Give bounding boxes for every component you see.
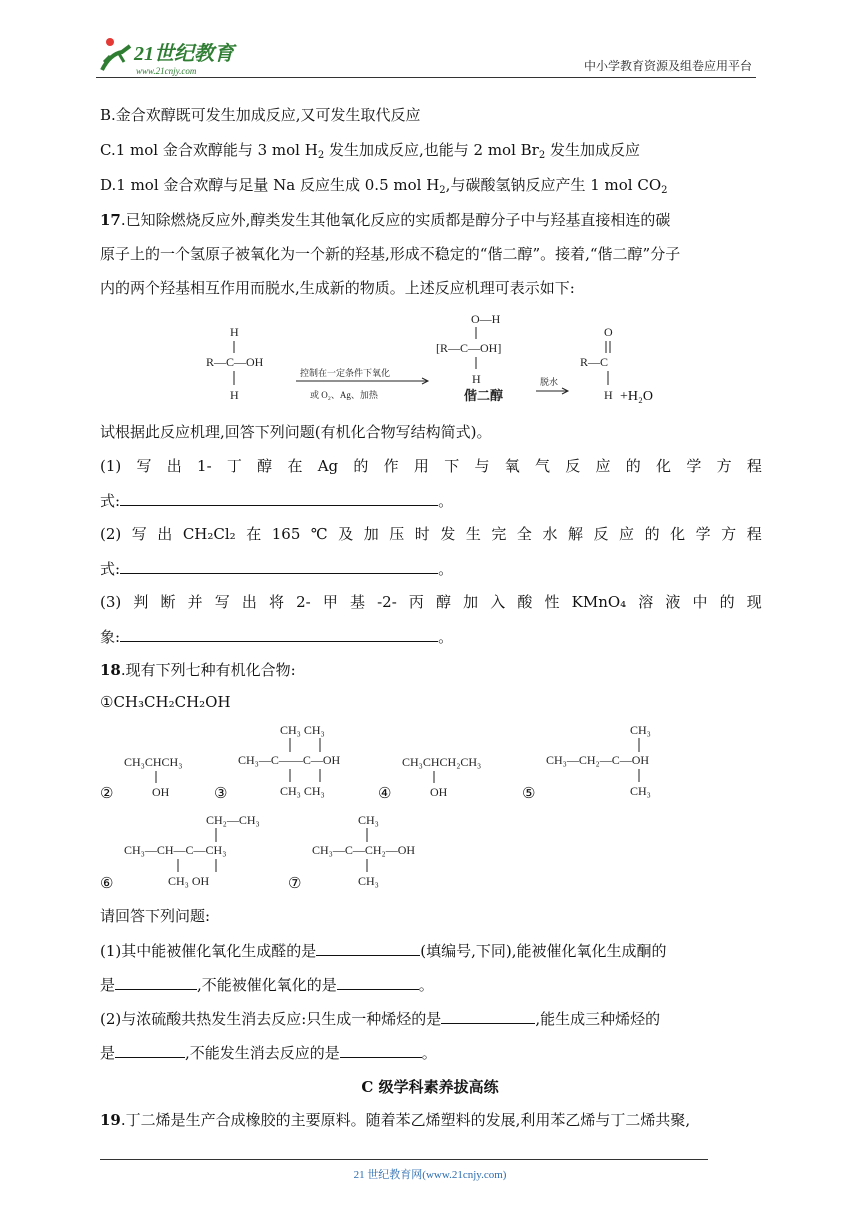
word: 基 bbox=[349, 593, 365, 611]
word: 2- bbox=[296, 593, 311, 611]
word: 加 bbox=[363, 525, 379, 543]
label-compound-2: ② bbox=[100, 784, 114, 802]
q17-instruction: 试根据此反应机理,回答下列问题(有机化合物写结构简式)。 bbox=[100, 423, 492, 441]
site-logo bbox=[96, 32, 266, 78]
word: 并 bbox=[187, 593, 203, 611]
svg-text:OH: OH bbox=[430, 785, 448, 799]
word: (2) bbox=[100, 525, 122, 543]
word: 应 bbox=[595, 457, 611, 475]
svg-text:CH₃: CH₃ bbox=[630, 723, 651, 737]
word: 中 bbox=[692, 593, 708, 611]
q19-line-1: 19.丁二烯是生产合成橡胶的主要原料。随着苯乙烯塑料的发展,利用苯乙烯与丁二烯共聚, bbox=[100, 1111, 691, 1129]
answer-blank-aldehyde[interactable] bbox=[316, 940, 420, 956]
svg-text:H: H bbox=[472, 372, 481, 386]
svg-text:[R—C—OH]: [R—C—OH] bbox=[436, 341, 502, 355]
q18-part-2-line-2: 是 ,不能发生消去反应的是 。 bbox=[100, 1044, 437, 1062]
word: 应 bbox=[619, 525, 635, 543]
word: 出 bbox=[241, 593, 257, 611]
word: 的 bbox=[644, 525, 660, 543]
footer-text: 21 世纪教育网(www.21cnjy.com) bbox=[353, 1169, 507, 1181]
q17-part-1-line bbox=[100, 456, 762, 476]
section-heading: C 级学科素养拔高练 bbox=[361, 1078, 499, 1096]
word: 学 bbox=[686, 457, 702, 475]
answer-blank-no-elimination[interactable] bbox=[340, 1042, 422, 1058]
q16-option-b: B.金合欢醇既可发生加成反应,又可发生取代反应 bbox=[100, 106, 421, 124]
svg-text:R—C: R—C bbox=[580, 355, 609, 369]
water-product: +H₂O bbox=[620, 389, 653, 404]
word: CH₂Cl₂ bbox=[182, 525, 236, 543]
q17-part-2-line bbox=[100, 524, 762, 544]
word: 1- bbox=[197, 457, 212, 475]
word: 化 bbox=[656, 457, 672, 475]
logo-text: 21世纪教育 bbox=[134, 43, 234, 65]
answer-blank-no-oxidation[interactable] bbox=[337, 974, 419, 990]
svg-text:O: O bbox=[604, 325, 613, 339]
word: 入 bbox=[490, 593, 506, 611]
word: 液 bbox=[665, 593, 681, 611]
svg-text:CH₃CHCH₃: CH₃CHCH₃ bbox=[124, 755, 183, 769]
word: 醇 bbox=[436, 593, 452, 611]
svg-text:CH₃: CH₃ bbox=[630, 784, 651, 798]
label-compound-5: ⑤ bbox=[522, 784, 536, 802]
word: 甲 bbox=[322, 593, 338, 611]
word: 溶 bbox=[638, 593, 654, 611]
word: 化 bbox=[670, 525, 686, 543]
label-compound-6: ⑥ bbox=[100, 874, 114, 892]
answer-blank-ketone[interactable] bbox=[115, 974, 197, 990]
word: 作 bbox=[383, 457, 399, 475]
word: 判 bbox=[133, 593, 149, 611]
word: 气 bbox=[534, 457, 550, 475]
word: 与 bbox=[474, 457, 490, 475]
word: 反 bbox=[593, 525, 609, 543]
answer-blank-three-alkenes[interactable] bbox=[115, 1042, 185, 1058]
svg-text:CH₃—C—CH₂—OH: CH₃—C—CH₂—OH bbox=[312, 843, 416, 857]
dehydration-label: 脱水 bbox=[540, 377, 559, 387]
answer-blank-3[interactable] bbox=[120, 626, 438, 642]
svg-text:CH₃ CH₃: CH₃ CH₃ bbox=[280, 723, 325, 737]
structure-compound-6 bbox=[122, 808, 282, 898]
svg-text:CH₃—C——C—OH: CH₃—C——C—OH bbox=[238, 753, 341, 767]
svg-text:OH: OH bbox=[152, 785, 170, 799]
word: 写 bbox=[214, 593, 230, 611]
word: 学 bbox=[695, 525, 711, 543]
word: 出 bbox=[157, 525, 173, 543]
q18-intro: 18.现有下列七种有机化合物: bbox=[100, 661, 296, 679]
word: ℃ bbox=[310, 525, 328, 543]
footer-rule bbox=[100, 1159, 708, 1160]
word: 完 bbox=[491, 525, 507, 543]
word: 醇 bbox=[257, 457, 273, 475]
word: 的 bbox=[719, 593, 735, 611]
word: 及 bbox=[338, 525, 354, 543]
word: 将 bbox=[268, 593, 284, 611]
word: 丙 bbox=[408, 593, 424, 611]
q18-part-2-line-1: (2)与浓硫酸共热发生消去反应:只生成一种烯烃的是 ,能生成三种烯烃的 bbox=[100, 1010, 661, 1028]
platform-name: 中小学教育资源及组卷应用平台 bbox=[583, 59, 752, 73]
word: KMnO₄ bbox=[571, 593, 627, 611]
word: 下 bbox=[444, 457, 460, 475]
word: (3) bbox=[100, 593, 122, 611]
structure-compound-7 bbox=[310, 808, 480, 898]
svg-text:CH₃ OH: CH₃ OH bbox=[168, 874, 210, 888]
answer-blank-1[interactable] bbox=[120, 490, 438, 506]
svg-text:R—C—OH: R—C—OH bbox=[206, 355, 264, 369]
oxidation-condition-2: 或 O₂、Ag、加热 bbox=[310, 390, 378, 400]
word: 方 bbox=[716, 457, 732, 475]
svg-text:H: H bbox=[604, 388, 613, 402]
svg-text:CH₃CHCH₂CH₃: CH₃CHCH₂CH₃ bbox=[402, 755, 482, 769]
structure-compound-3 bbox=[236, 718, 376, 808]
svg-text:CH₃—CH—C—CH₃: CH₃—CH—C—CH₃ bbox=[124, 843, 227, 857]
structure-compound-2 bbox=[122, 720, 212, 810]
q17-line-3: 内的两个羟基相互作用而脱水,生成新的物质。上述反应机理可表示如下: bbox=[100, 279, 575, 297]
svg-text:O—H: O—H bbox=[471, 312, 501, 326]
word: 发 bbox=[440, 525, 456, 543]
q17-part-1-answer: 式: 。 bbox=[100, 492, 454, 510]
q17-part-3-answer: 象: 。 bbox=[100, 628, 454, 646]
word: 压 bbox=[389, 525, 405, 543]
answer-blank-one-alkene[interactable] bbox=[441, 1008, 535, 1024]
q17-line-1: 17.已知除燃烧反应外,醇类发生其他氧化反应的实质都是醇分子中与羟基直接相连的碳 bbox=[100, 211, 671, 229]
q17-part-2-answer: 式: 。 bbox=[100, 560, 454, 578]
gem-diol-label: 偕二醇 bbox=[464, 388, 504, 403]
structure-compound-4 bbox=[400, 720, 520, 810]
word: 在 bbox=[246, 525, 262, 543]
word: 生 bbox=[465, 525, 481, 543]
word: 的 bbox=[625, 457, 641, 475]
svg-text:CH₃: CH₃ bbox=[358, 874, 379, 888]
q17-line-2: 原子上的一个氢原子被氧化为一个新的羟基,形成不稳定的“偕二醇”。接着,“偕二醇”分子 bbox=[100, 245, 681, 263]
word: 全 bbox=[516, 525, 532, 543]
word: 出 bbox=[166, 457, 182, 475]
q16-option-d: D.1 mol 金合欢醇与足量 Na 反应生成 0.5 mol $H_2$,与碳酸氢钠反应产生 1 mol $CO_2$ bbox=[100, 176, 668, 196]
q18-part-1-line-1: (1)其中能被催化氧化生成醛的是 (填编号,下同),能被催化氧化生成酮的 bbox=[100, 942, 667, 960]
label-compound-3: ③ bbox=[214, 784, 228, 802]
structure-compound-5 bbox=[544, 718, 694, 808]
word: 在 bbox=[287, 457, 303, 475]
q18-compound-1: ①CH₃CH₂CH₂OH bbox=[100, 693, 231, 711]
word: 断 bbox=[160, 593, 176, 611]
word: 用 bbox=[413, 457, 429, 475]
page-header bbox=[96, 32, 756, 78]
word: 性 bbox=[544, 593, 560, 611]
word: 的 bbox=[353, 457, 369, 475]
q18-ask: 请回答下列问题: bbox=[100, 907, 211, 925]
reaction-mechanism-scheme bbox=[196, 305, 676, 405]
svg-text:CH₂—CH₃: CH₂—CH₃ bbox=[206, 813, 260, 827]
word: 水 bbox=[542, 525, 558, 543]
word: 反 bbox=[565, 457, 581, 475]
word: 时 bbox=[414, 525, 430, 543]
word: 写 bbox=[136, 457, 152, 475]
svg-text:CH₃: CH₃ bbox=[358, 813, 379, 827]
word: 程 bbox=[746, 457, 762, 475]
word: -2- bbox=[377, 593, 397, 611]
label-compound-4: ④ bbox=[378, 784, 392, 802]
word: Ag bbox=[317, 457, 339, 475]
label-compound-7: ⑦ bbox=[288, 874, 302, 892]
word: 165 bbox=[271, 525, 301, 543]
word: 解 bbox=[567, 525, 583, 543]
word: (1) bbox=[100, 457, 122, 475]
word: 现 bbox=[746, 593, 762, 611]
q17-part-3-line bbox=[100, 592, 762, 612]
q16-option-c: C.1 mol 金合欢醇能与 3 mol $H_2$ 发生加成反应,也能与 2 mol $Br_2$ 发生加成反应 bbox=[100, 141, 640, 161]
svg-text:H: H bbox=[230, 388, 239, 402]
oxidation-condition-1: 控制在一定条件下氧化 bbox=[300, 368, 391, 378]
q18-part-1-line-2: 是 ,不能被催化氧化的是 。 bbox=[100, 976, 434, 994]
answer-blank-2[interactable] bbox=[120, 558, 438, 574]
word: 氧 bbox=[504, 457, 520, 475]
svg-text:CH₃—CH₂—C—OH: CH₃—CH₂—C—OH bbox=[546, 753, 650, 767]
word: 写 bbox=[131, 525, 147, 543]
logo-url: www.21cnjy.com bbox=[136, 66, 197, 76]
word: 酸 bbox=[517, 593, 533, 611]
svg-text:H: H bbox=[230, 325, 239, 339]
word: 程 bbox=[746, 525, 762, 543]
svg-text:CH₃ CH₃: CH₃ CH₃ bbox=[280, 784, 325, 798]
word: 加 bbox=[463, 593, 479, 611]
word: 丁 bbox=[226, 457, 242, 475]
word: 方 bbox=[721, 525, 737, 543]
